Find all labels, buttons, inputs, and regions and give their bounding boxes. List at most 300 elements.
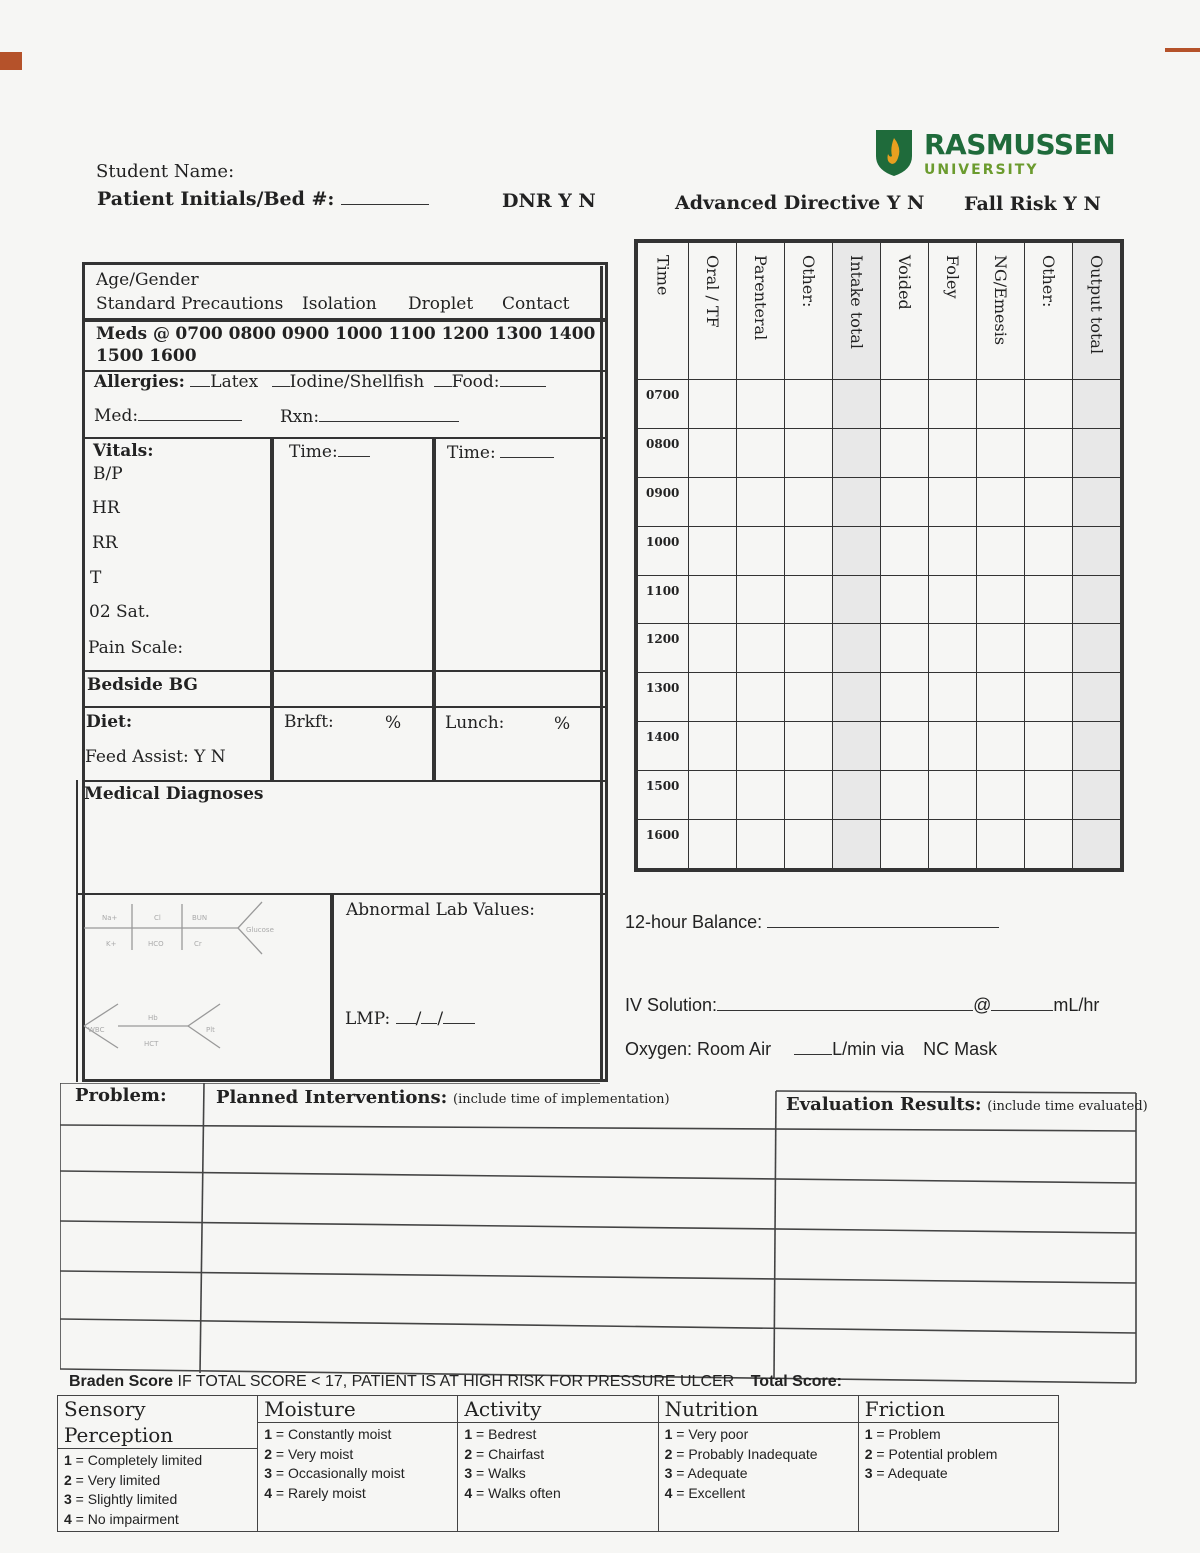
braden-option-score: 3 xyxy=(464,1465,473,1481)
lmp-label: LMP: xyxy=(345,1009,391,1029)
braden-option[interactable] xyxy=(665,1464,852,1484)
fish-bun: BUN xyxy=(192,914,208,922)
oxygen-field[interactable] xyxy=(625,1039,997,1060)
braden-option-label: Chairfast xyxy=(488,1445,545,1462)
fish-na: Na+ xyxy=(102,914,118,922)
io-entry-cell[interactable] xyxy=(881,526,929,575)
io-entry-cell[interactable] xyxy=(929,722,977,771)
braden-category-name: Friction xyxy=(859,1396,1058,1423)
med-line xyxy=(138,420,242,421)
io-header xyxy=(1073,243,1121,380)
io-entry-cell[interactable] xyxy=(833,722,881,771)
balance-label: 12-hour Balance: xyxy=(625,912,763,932)
braden-option[interactable] xyxy=(665,1484,852,1504)
io-row xyxy=(638,575,1121,624)
braden-option[interactable] xyxy=(665,1425,852,1445)
io-entry-cell[interactable] xyxy=(881,624,929,673)
rxn-line xyxy=(319,421,459,422)
io-entry-cell[interactable] xyxy=(881,820,929,869)
io-entry-cell[interactable] xyxy=(737,624,785,673)
header-foley: Foley xyxy=(943,255,962,299)
io-entry-cell[interactable] xyxy=(881,477,929,526)
io-header-row xyxy=(638,243,1121,380)
braden-score-header xyxy=(69,1373,842,1391)
io-row xyxy=(638,771,1121,820)
divider xyxy=(85,706,605,708)
time-label: Time: xyxy=(447,443,496,463)
braden-option-label: Potential problem xyxy=(888,1445,998,1462)
time-cell: 1600 xyxy=(638,820,689,869)
io-entry-cell[interactable] xyxy=(977,771,1025,820)
divider xyxy=(85,318,605,322)
braden-option-label: Very poor xyxy=(688,1426,749,1442)
contact-option[interactable]: Contact xyxy=(502,294,570,314)
braden-total-score[interactable]: Total Score: xyxy=(750,1373,842,1390)
io-entry-cell[interactable] xyxy=(881,722,929,771)
patient-initials-field[interactable] xyxy=(97,188,429,210)
io-entry-cell[interactable] xyxy=(929,526,977,575)
braden-category xyxy=(258,1396,458,1532)
io-entry-cell[interactable] xyxy=(881,771,929,820)
food-line xyxy=(500,386,546,387)
io-entry-cell[interactable] xyxy=(1025,428,1073,477)
time-line xyxy=(500,457,554,458)
balance-line xyxy=(767,927,999,928)
io-entry-cell[interactable] xyxy=(977,477,1025,526)
io-entry-cell[interactable] xyxy=(929,477,977,526)
latex-line xyxy=(190,386,210,387)
braden-option-score: 3 xyxy=(64,1491,72,1507)
vital-temp: T xyxy=(90,568,102,588)
isolation-option[interactable]: Isolation xyxy=(302,294,377,314)
io-entry-cell[interactable] xyxy=(833,428,881,477)
io-entry-cell[interactable] xyxy=(785,380,833,429)
braden-option-label: Adequate xyxy=(887,1465,948,1481)
braden-option[interactable] xyxy=(64,1490,251,1510)
io-entry-cell[interactable] xyxy=(737,380,785,429)
divider xyxy=(600,266,603,1082)
interventions-label: Planned Interventions: xyxy=(216,1087,448,1108)
fish-cl: Cl xyxy=(154,914,161,922)
braden-option-label: Very limited xyxy=(87,1471,161,1488)
io-entry-cell[interactable] xyxy=(833,526,881,575)
io-entry-cell[interactable] xyxy=(1025,624,1073,673)
braden-option-label: Walks xyxy=(488,1465,526,1481)
io-entry-cell[interactable] xyxy=(833,575,881,624)
io-entry-cell[interactable] xyxy=(929,820,977,869)
abnormal-labs-label: Abnormal Lab Values: xyxy=(346,900,536,920)
braden-option-score: 1 xyxy=(264,1426,272,1442)
equals-sign: = xyxy=(71,1510,88,1527)
braden-option-score: 3 xyxy=(664,1465,673,1481)
io-entry-cell[interactable] xyxy=(1025,673,1073,722)
equals-sign: = xyxy=(672,1426,689,1442)
braden-option[interactable] xyxy=(665,1445,852,1465)
fish-hb: Hb xyxy=(148,1014,158,1022)
header-voided: Voided xyxy=(895,255,914,310)
braden-option-label: Bedrest xyxy=(488,1426,537,1442)
io-entry-cell[interactable] xyxy=(1073,722,1121,771)
meds-times-row1: 0700 0800 0900 1000 1100 1200 1300 1400 xyxy=(175,324,596,344)
ml-hr-unit: mL/hr xyxy=(1053,995,1100,1015)
io-header xyxy=(929,243,977,380)
io-entry-cell[interactable] xyxy=(689,673,737,722)
braden-option-label: Rarely moist xyxy=(287,1484,366,1501)
braden-option-label: Adequate xyxy=(687,1465,748,1481)
io-entry-cell[interactable] xyxy=(785,575,833,624)
allergies-row[interactable] xyxy=(94,372,546,392)
braden-category-name: Moisture xyxy=(258,1396,457,1423)
braden-option-label: No impairment xyxy=(87,1510,179,1527)
meds-times[interactable] xyxy=(96,324,595,344)
io-row xyxy=(638,624,1121,673)
io-entry-cell[interactable] xyxy=(833,477,881,526)
header-oral-tf: Oral / TF xyxy=(703,255,722,328)
io-entry-cell[interactable] xyxy=(833,624,881,673)
braden-option[interactable] xyxy=(464,1464,651,1484)
fish-plt: Plt xyxy=(206,1026,215,1034)
braden-option-label: Walks often xyxy=(488,1484,561,1501)
braden-option[interactable] xyxy=(464,1445,651,1465)
interventions-header xyxy=(216,1087,670,1108)
io-entry-cell[interactable] xyxy=(689,771,737,820)
braden-category-name: Sensory Perception xyxy=(58,1396,257,1449)
vital-pain-scale: Pain Scale: xyxy=(88,638,184,658)
braden-category-name: Activity xyxy=(458,1396,657,1423)
braden-option-score: 4 xyxy=(464,1484,473,1501)
fish-hct: HCT xyxy=(144,1040,159,1048)
braden-option-label: Occasionally moist xyxy=(287,1465,405,1481)
corner-mark xyxy=(0,52,22,70)
rxn-field[interactable] xyxy=(280,407,459,427)
braden-category xyxy=(658,1396,858,1532)
io-entry-cell[interactable] xyxy=(929,575,977,624)
io-entry-cell[interactable] xyxy=(1025,771,1073,820)
corner-mark xyxy=(1165,48,1200,52)
io-entry-cell[interactable] xyxy=(1073,624,1121,673)
time-cell: 1100 xyxy=(638,575,689,624)
header-output-total: Output total xyxy=(1087,255,1106,355)
evaluation-note: (include time evaluated) xyxy=(987,1099,1148,1114)
braden-option[interactable] xyxy=(264,1484,451,1504)
lunch-label: Lunch: xyxy=(445,713,505,733)
braden-option-score: 1 xyxy=(464,1426,473,1442)
io-entry-cell[interactable] xyxy=(1025,380,1073,429)
braden-option-score: 1 xyxy=(664,1426,673,1442)
student-name-label: Student Name: xyxy=(96,161,235,182)
braden-option-score: 2 xyxy=(464,1445,473,1462)
divider xyxy=(76,893,606,895)
divider xyxy=(270,439,274,780)
braden-option-score: 2 xyxy=(64,1471,72,1488)
io-entry-cell[interactable] xyxy=(977,575,1025,624)
food-line xyxy=(434,386,452,387)
io-entry-cell[interactable] xyxy=(737,673,785,722)
braden-option-score: 1 xyxy=(64,1452,72,1468)
vital-hr: HR xyxy=(92,498,120,518)
io-entry-cell[interactable] xyxy=(977,820,1025,869)
age-gender-label: Age/Gender xyxy=(96,270,199,290)
vital-rr: RR xyxy=(92,533,118,553)
io-entry-cell[interactable] xyxy=(881,575,929,624)
io-entry-cell[interactable] xyxy=(689,428,737,477)
lunch-percent: % xyxy=(554,714,571,734)
plan-table-grid xyxy=(60,1083,1138,1385)
io-entry-cell[interactable] xyxy=(1073,673,1121,722)
latex-option: Latex xyxy=(210,372,259,392)
braden-option-score: 2 xyxy=(264,1445,272,1462)
standard-precautions-option[interactable]: Standard Precautions xyxy=(96,294,284,314)
equals-sign: = xyxy=(472,1426,489,1442)
iv-at: @ xyxy=(973,995,992,1015)
io-entry-cell[interactable] xyxy=(833,820,881,869)
io-entry-cell[interactable] xyxy=(833,673,881,722)
equals-sign: = xyxy=(71,1452,88,1468)
braden-option[interactable] xyxy=(64,1510,251,1530)
io-entry-cell[interactable] xyxy=(689,526,737,575)
bedside-bg-label: Bedside BG xyxy=(87,675,198,695)
iv-label: IV Solution: xyxy=(625,995,718,1015)
braden-option[interactable] xyxy=(464,1484,651,1504)
io-entry-cell[interactable] xyxy=(785,477,833,526)
equals-sign: = xyxy=(271,1484,288,1501)
header-other-output: Other: xyxy=(1039,255,1058,308)
equals-sign: = xyxy=(872,1445,889,1462)
braden-category xyxy=(58,1396,258,1532)
header-intake-total: Intake total xyxy=(847,255,866,349)
meds-label: Meds @ xyxy=(96,324,171,344)
io-row xyxy=(638,526,1121,575)
io-entry-cell[interactable] xyxy=(929,380,977,429)
io-entry-cell[interactable] xyxy=(785,673,833,722)
io-entry-cell[interactable] xyxy=(737,820,785,869)
braden-option[interactable] xyxy=(865,1445,1052,1465)
io-entry-cell[interactable] xyxy=(1073,380,1121,429)
fall-risk-field[interactable]: Fall Risk Y N xyxy=(964,193,1101,215)
io-entry-cell[interactable] xyxy=(737,771,785,820)
io-entry-cell[interactable] xyxy=(1025,820,1073,869)
rxn-label: Rxn: xyxy=(280,407,320,427)
vital-o2-sat: 02 Sat. xyxy=(89,602,151,622)
io-row xyxy=(638,428,1121,477)
io-row xyxy=(638,477,1121,526)
problem-header: Problem: xyxy=(75,1085,167,1106)
braden-option-score: 4 xyxy=(64,1510,72,1527)
io-header xyxy=(881,243,929,380)
oxygen-line xyxy=(794,1054,832,1055)
iv-line xyxy=(717,1010,973,1011)
oxygen-label: Oxygen: Room Air xyxy=(625,1039,772,1059)
lmp-line xyxy=(396,1023,416,1024)
braden-category-name: Nutrition xyxy=(659,1396,858,1423)
braden-option[interactable] xyxy=(264,1425,451,1445)
io-entry-cell[interactable] xyxy=(1073,820,1121,869)
io-entry-cell[interactable] xyxy=(881,380,929,429)
lmp-line xyxy=(421,1023,437,1024)
io-entry-cell[interactable] xyxy=(929,771,977,820)
io-entry-cell[interactable] xyxy=(737,526,785,575)
io-entry-cell[interactable] xyxy=(1073,575,1121,624)
breakfast-percent: % xyxy=(385,713,402,733)
io-entry-cell[interactable] xyxy=(1025,526,1073,575)
fish-hco: HCO xyxy=(148,940,164,948)
equals-sign: = xyxy=(672,1484,689,1501)
braden-option-label: Completely limited xyxy=(87,1452,203,1468)
io-entry-cell[interactable] xyxy=(689,722,737,771)
io-entry-cell[interactable] xyxy=(785,624,833,673)
braden-option-score: 3 xyxy=(864,1465,873,1481)
equals-sign: = xyxy=(472,1445,489,1462)
lab-fishbone-diagrams xyxy=(78,896,328,1080)
evaluation-header xyxy=(786,1094,1148,1115)
braden-option[interactable] xyxy=(464,1425,651,1445)
dnr-field[interactable]: DNR Y N xyxy=(502,190,596,212)
fish-cr: Cr xyxy=(194,940,202,948)
io-entry-cell[interactable] xyxy=(689,380,737,429)
braden-option-label: Excellent xyxy=(688,1484,746,1501)
meds-times-row2: 1500 1600 xyxy=(96,346,197,366)
io-row xyxy=(638,380,1121,429)
io-header xyxy=(638,243,689,380)
equals-sign: = xyxy=(472,1465,489,1481)
lmp-field[interactable]: LMP: / / xyxy=(345,1009,475,1029)
vitals-label: Vitals: xyxy=(93,441,154,461)
io-entry-cell[interactable] xyxy=(1073,526,1121,575)
allergies-label: Allergies: xyxy=(94,372,185,392)
braden-option-label: Problem xyxy=(888,1426,941,1442)
vitals-time-1[interactable] xyxy=(289,442,370,462)
io-entry-cell[interactable] xyxy=(785,820,833,869)
braden-option[interactable] xyxy=(264,1445,451,1465)
equals-sign: = xyxy=(672,1465,688,1481)
vitals-time-2[interactable] xyxy=(447,443,554,463)
io-entry-cell[interactable] xyxy=(833,771,881,820)
io-entry-cell[interactable] xyxy=(1073,771,1121,820)
io-entry-cell[interactable] xyxy=(1073,428,1121,477)
braden-title: Braden Score xyxy=(69,1373,174,1390)
io-entry-cell[interactable] xyxy=(689,624,737,673)
feed-assist-field[interactable]: Feed Assist: Y N xyxy=(85,747,226,767)
io-entry-cell[interactable] xyxy=(1025,477,1073,526)
braden-row xyxy=(58,1396,1059,1532)
equals-sign: = xyxy=(271,1426,288,1442)
fish-glucose: Glucose xyxy=(246,926,274,934)
io-entry-cell[interactable] xyxy=(977,673,1025,722)
io-entry-cell[interactable] xyxy=(1073,477,1121,526)
equals-sign: = xyxy=(872,1426,889,1442)
equals-sign: = xyxy=(472,1484,489,1501)
logo-sub: UNIVERSITY xyxy=(924,162,1039,178)
equals-sign: = xyxy=(271,1445,288,1462)
header-other-intake: Other: xyxy=(799,255,818,308)
io-body xyxy=(638,380,1121,869)
io-entry-cell[interactable] xyxy=(785,526,833,575)
io-entry-cell[interactable] xyxy=(977,526,1025,575)
med-field[interactable] xyxy=(94,406,242,426)
io-row xyxy=(638,820,1121,869)
io-entry-cell[interactable] xyxy=(737,722,785,771)
io-entry-cell[interactable] xyxy=(689,575,737,624)
divider xyxy=(85,437,605,439)
io-entry-cell[interactable] xyxy=(785,428,833,477)
header-ng-emesis: NG/Emesis xyxy=(991,255,1010,346)
io-entry-cell[interactable] xyxy=(833,380,881,429)
io-entry-cell[interactable] xyxy=(977,722,1025,771)
twelve-hour-balance-field[interactable] xyxy=(625,912,999,933)
io-header xyxy=(1025,243,1073,380)
io-entry-cell[interactable] xyxy=(929,673,977,722)
io-entry-cell[interactable] xyxy=(881,428,929,477)
io-header xyxy=(737,243,785,380)
logo-name: RASMUSSEN xyxy=(924,128,1116,161)
braden-option[interactable] xyxy=(865,1464,1052,1484)
braden-option-label: Slightly limited xyxy=(87,1491,178,1507)
time-cell: 1400 xyxy=(638,722,689,771)
io-entry-cell[interactable] xyxy=(929,428,977,477)
braden-scale-table xyxy=(57,1395,1059,1532)
iv-solution-field[interactable] xyxy=(625,995,1099,1016)
braden-option-label: Very moist xyxy=(287,1445,354,1462)
time-cell: 1000 xyxy=(638,526,689,575)
braden-option[interactable] xyxy=(865,1425,1052,1445)
braden-subtitle: IF TOTAL SCORE < 17, PATIENT IS AT HIGH RISK FOR PRESSURE ULCER xyxy=(177,1373,735,1390)
io-row xyxy=(638,673,1121,722)
io-header xyxy=(977,243,1025,380)
io-entry-cell[interactable] xyxy=(689,477,737,526)
io-entry-cell[interactable] xyxy=(785,722,833,771)
divider xyxy=(432,439,436,780)
io-entry-cell[interactable] xyxy=(977,380,1025,429)
advanced-directive-field[interactable]: Advanced Directive Y N xyxy=(675,192,925,214)
l-min-unit: L/min via xyxy=(832,1039,905,1059)
time-cell: 1200 xyxy=(638,624,689,673)
droplet-option[interactable]: Droplet xyxy=(408,294,474,314)
io-header xyxy=(833,243,881,380)
evaluation-label: Evaluation Results: xyxy=(786,1094,982,1115)
io-entry-cell[interactable] xyxy=(737,575,785,624)
iodine-line xyxy=(272,386,290,387)
io-entry-cell[interactable] xyxy=(929,624,977,673)
divider xyxy=(85,670,605,672)
time-cell: 1300 xyxy=(638,673,689,722)
equals-sign: = xyxy=(71,1471,88,1488)
time-cell: 0700 xyxy=(638,380,689,429)
braden-option-score: 1 xyxy=(864,1426,873,1442)
io-entry-cell[interactable] xyxy=(1025,575,1073,624)
braden-option-score: 4 xyxy=(664,1484,673,1501)
io-entry-cell[interactable] xyxy=(1025,722,1073,771)
fish-wbc: WBC xyxy=(88,1026,105,1034)
intake-output-grid xyxy=(634,239,1124,872)
braden-option-score: 2 xyxy=(864,1445,873,1462)
time-cell: 0900 xyxy=(638,477,689,526)
braden-option[interactable] xyxy=(264,1464,451,1484)
io-entry-cell[interactable] xyxy=(737,428,785,477)
io-header xyxy=(785,243,833,380)
io-entry-cell[interactable] xyxy=(881,673,929,722)
braden-option[interactable] xyxy=(64,1451,251,1471)
equals-sign: = xyxy=(271,1465,288,1481)
fish-k: K+ xyxy=(106,940,117,948)
braden-option[interactable] xyxy=(64,1471,251,1491)
io-entry-cell[interactable] xyxy=(977,428,1025,477)
io-entry-cell[interactable] xyxy=(689,820,737,869)
io-entry-cell[interactable] xyxy=(977,624,1025,673)
time-cell: 1500 xyxy=(638,771,689,820)
io-entry-cell[interactable] xyxy=(737,477,785,526)
io-entry-cell[interactable] xyxy=(785,771,833,820)
braden-option-label: Constantly moist xyxy=(287,1426,392,1442)
